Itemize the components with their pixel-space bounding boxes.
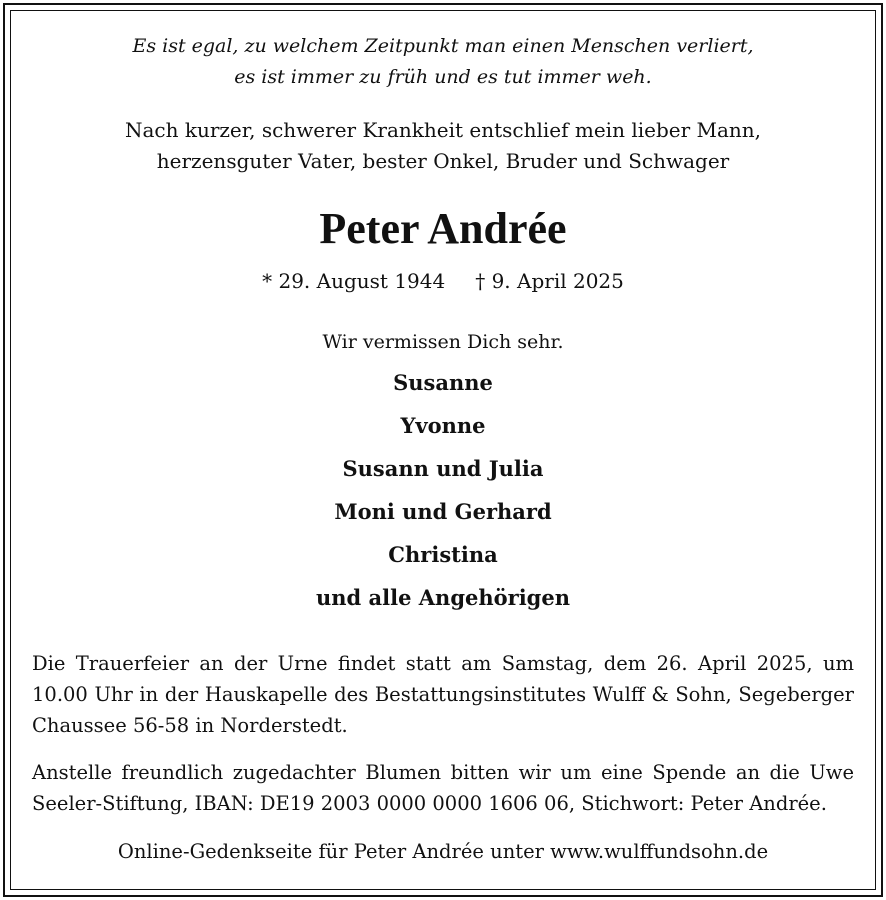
quote-line-1: Es ist egal, zu welchem Zeitpunkt man einen Menschen verliert, [132, 35, 754, 57]
ceremony-line-3: Chaussee 56-58 in Norderstedt. [32, 714, 348, 737]
birth-date: * 29. August 1944 [262, 269, 446, 293]
deceased-name: Peter Andrée [319, 204, 567, 253]
mourner-name: Susann und Julia [342, 456, 544, 481]
intro-line-1: Nach kurzer, schwerer Krankheit entschlief mein lieber Mann, [124, 118, 762, 142]
donation-line-1: Anstelle freundlich zugedachter Blumen bitten wir um eine Spende an die Uwe [32, 761, 854, 784]
mourner-name: Yvonne [400, 413, 486, 438]
mourner-name: Christina [388, 542, 498, 567]
mourner-name: Moni und Gerhard [334, 499, 552, 524]
ceremony-line-1: Die Trauerfeier an der Urne findet statt am Samstag, dem 26. April 2025, um [32, 652, 854, 675]
ceremony-paragraph [32, 648, 854, 741]
intro-line-2: herzensguter Vater, bester Onkel, Bruder und Schwager [156, 149, 730, 173]
mourner-name: und alle Angehörigen [316, 585, 570, 610]
online-memorial-text: Online-Gedenkseite für Peter Andrée unter www.wulffundsohn.de [117, 840, 769, 863]
quote-line-2: es ist immer zu früh und es tut immer weh. [234, 66, 652, 88]
farewell-text: Wir vermissen Dich sehr. [322, 331, 564, 353]
mourner-name: Susanne [393, 370, 493, 395]
death-date: † 9. April 2025 [475, 269, 624, 293]
ceremony-line-2: 10.00 Uhr in der Hauskapelle des Bestattungsinstitutes Wulff & Sohn, Segeberger [32, 683, 854, 706]
donation-paragraph [32, 757, 854, 819]
donation-line-2: Seeler-Stiftung, IBAN: DE19 2003 0000 0000 1606 06, Stichwort: Peter Andrée. [32, 792, 827, 815]
life-dates [0, 267, 886, 295]
